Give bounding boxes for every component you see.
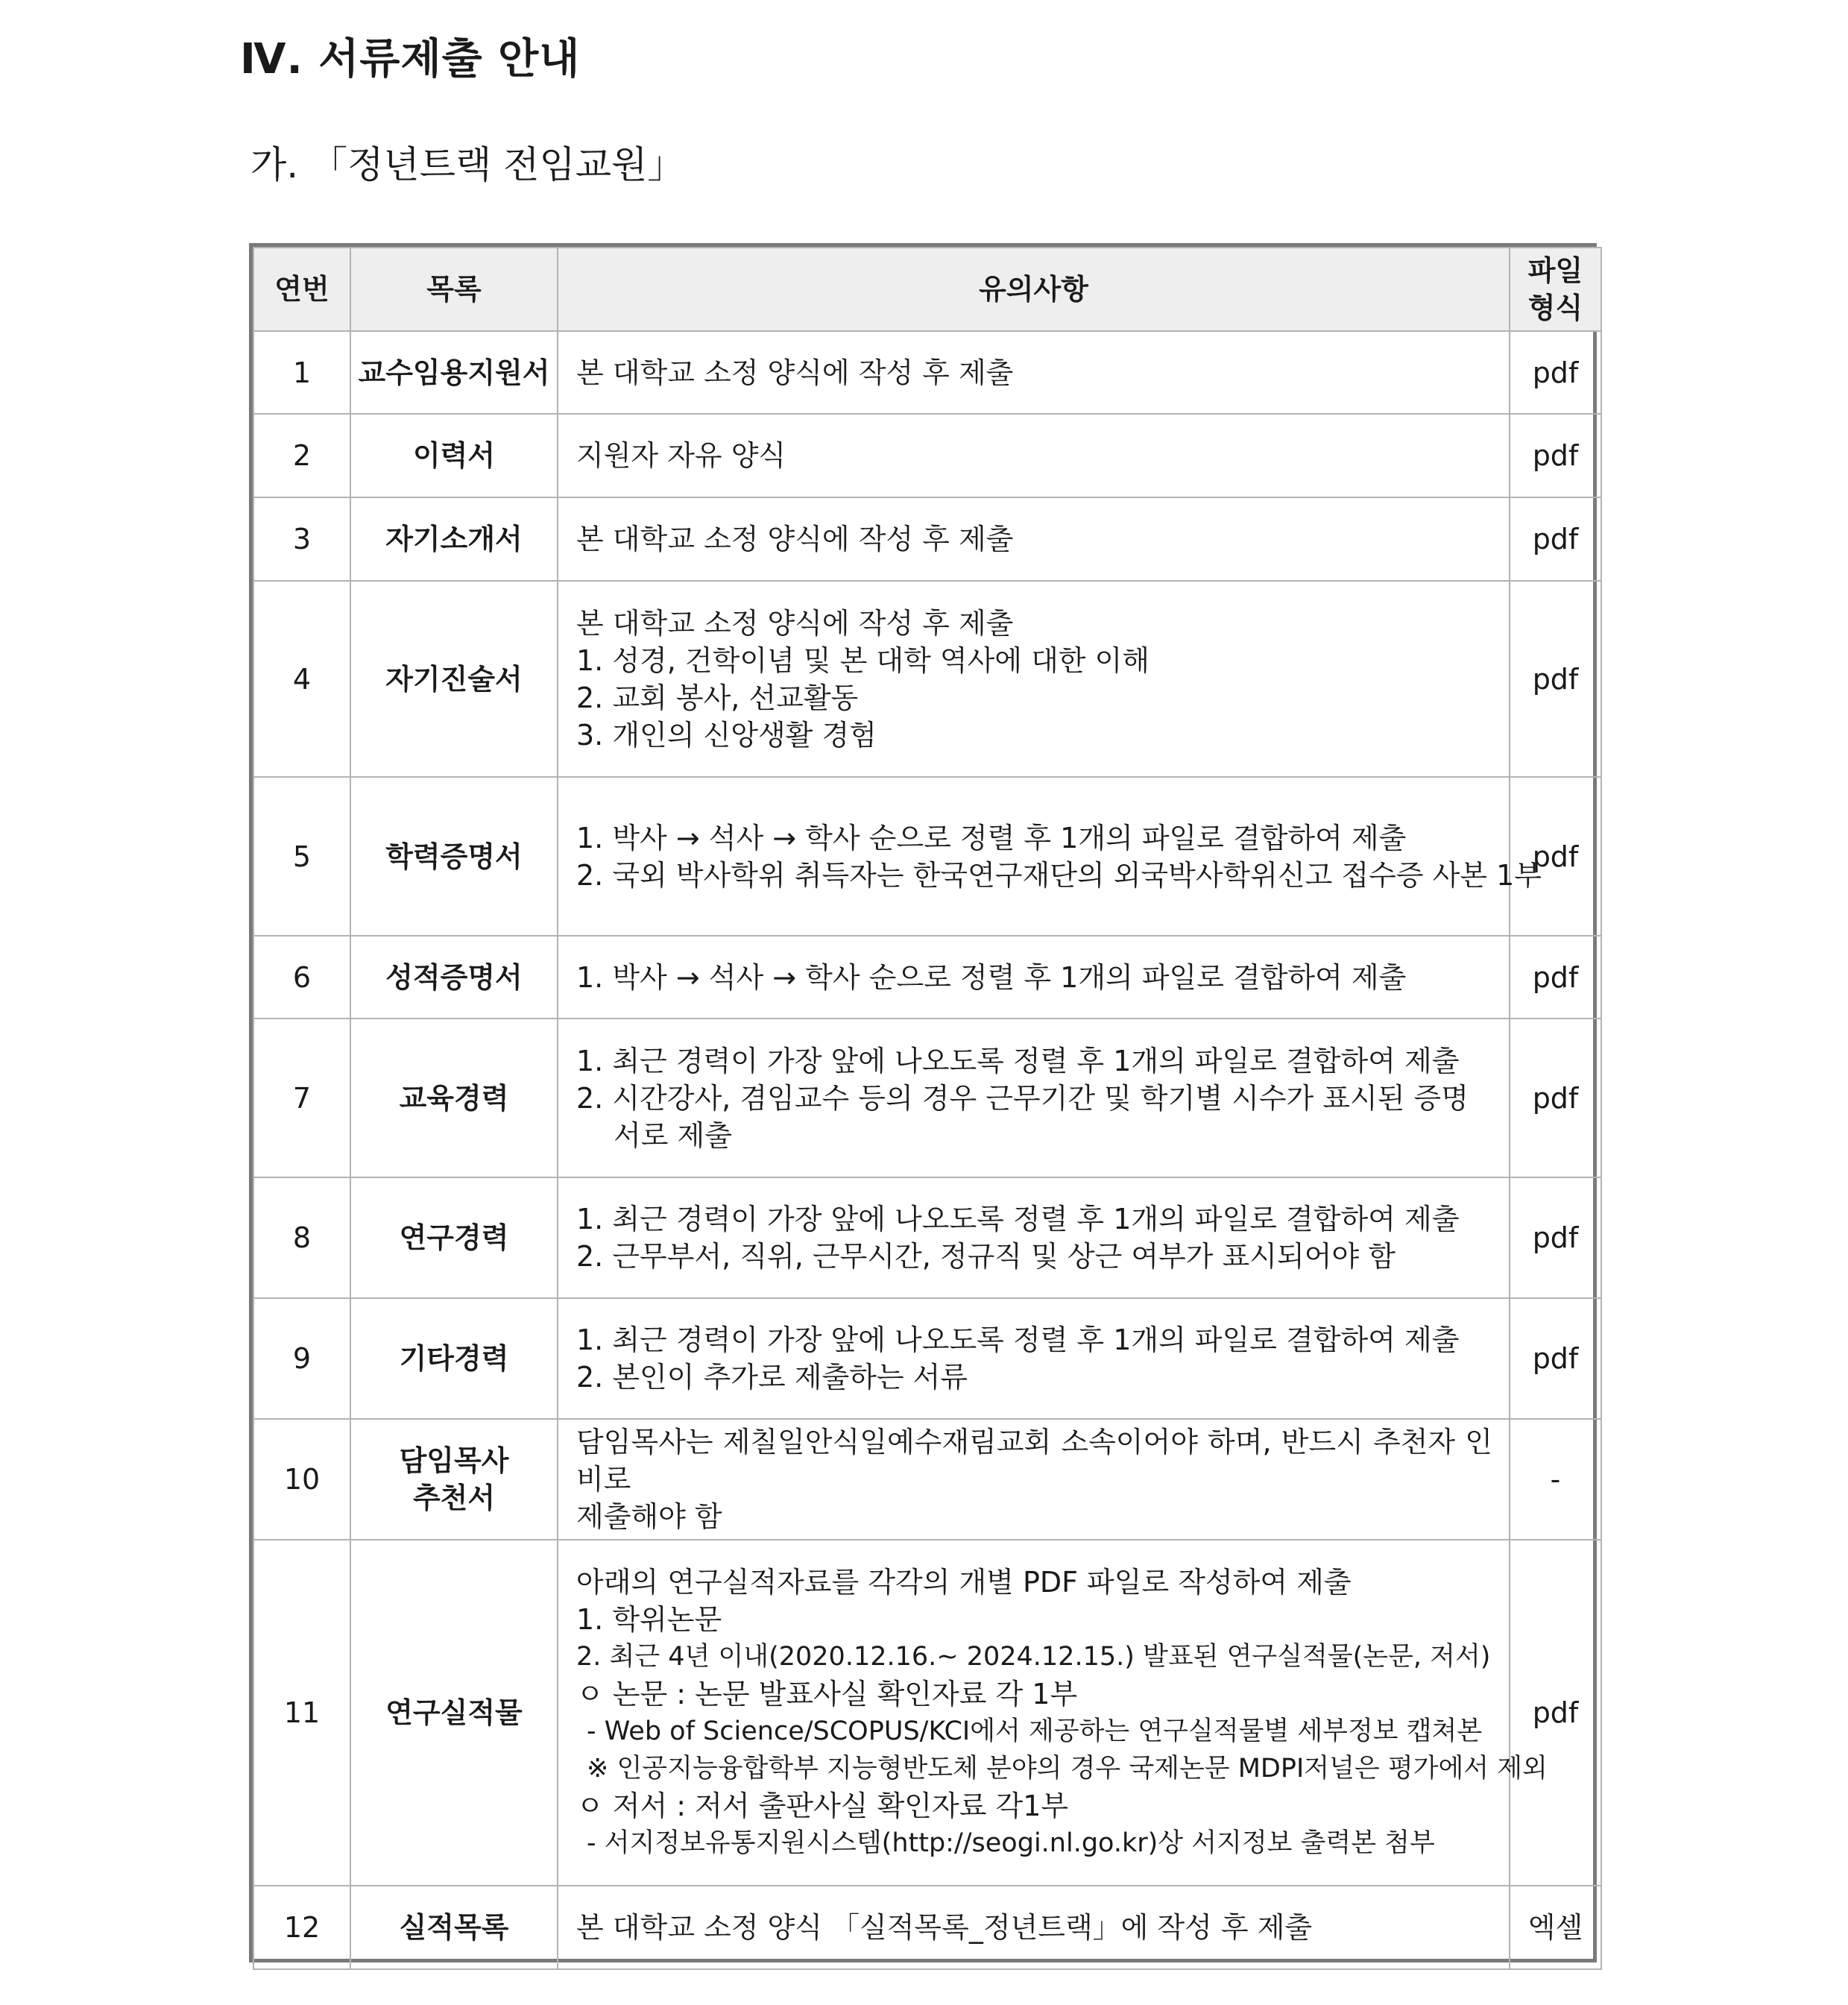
row-format: pdf bbox=[1510, 497, 1601, 581]
note-line: 1. 박사 → 석사 → 학사 순으로 정렬 후 1개의 파일로 결합하여 제출 bbox=[576, 960, 1407, 994]
table-row bbox=[253, 497, 1601, 581]
document-table bbox=[249, 243, 1597, 1962]
row-note bbox=[558, 936, 1510, 1019]
note-line: - Web of Science/SCOPUS/KCI에서 제공하는 연구실적물별 세부정보 캡쳐본 bbox=[587, 1716, 1483, 1746]
row-no: 2 bbox=[253, 414, 350, 497]
row-note bbox=[558, 1886, 1510, 1969]
table-row bbox=[253, 936, 1601, 1019]
table-row bbox=[253, 1177, 1601, 1298]
header-no: 연번 bbox=[253, 248, 350, 331]
row-item-line: 추천서 bbox=[412, 1482, 496, 1514]
row-no: 8 bbox=[253, 1177, 350, 1298]
table-row bbox=[253, 581, 1601, 777]
row-format: pdf bbox=[1510, 581, 1601, 777]
header-format-line1: 파일 bbox=[1527, 254, 1583, 287]
row-item: 교육경력 bbox=[350, 1019, 558, 1177]
note-line: 1. 최근 경력이 가장 앞에 나오도록 정렬 후 1개의 파일로 결합하여 제출 bbox=[576, 1044, 1460, 1077]
row-item: 자기소개서 bbox=[350, 497, 558, 581]
note-line: 1. 최근 경력이 가장 앞에 나오도록 정렬 후 1개의 파일로 결합하여 제출 bbox=[576, 1323, 1460, 1356]
row-note bbox=[558, 497, 1510, 581]
note-line: 지원자 자유 양식 bbox=[576, 439, 786, 472]
sub-title: 가. 「정년트랙 전임교원」 bbox=[250, 143, 685, 186]
table-row bbox=[253, 1419, 1601, 1540]
note-line: 2. 시간강사, 겸임교수 등의 경우 근무기간 및 학기별 시수가 표시된 증명서로 제출 bbox=[576, 1081, 1469, 1152]
note-line: ㅇ 저서 : 저서 출판사실 확인자료 각1부 bbox=[576, 1790, 1069, 1822]
row-item: 성적증명서 bbox=[350, 936, 558, 1019]
row-item: 연구실적물 bbox=[350, 1540, 558, 1886]
note-line: 담임목사는 제칠일안식일예수재림교회 소속이어야 하며, 반드시 추천자 인비로 bbox=[576, 1426, 1492, 1496]
table-row bbox=[253, 331, 1601, 414]
row-note bbox=[558, 1298, 1510, 1419]
row-no: 5 bbox=[253, 777, 350, 936]
row-format: pdf bbox=[1510, 936, 1601, 1019]
note-line: - 서지정보유통지원시스템(http://seogi.nl.go.kr)상 서지정보 출력본 첨부 bbox=[587, 1828, 1435, 1858]
note-line: 1. 최근 경력이 가장 앞에 나오도록 정렬 후 1개의 파일로 결합하여 제출 bbox=[576, 1203, 1460, 1236]
note-line: 본 대학교 소정 양식에 작성 후 제출 bbox=[576, 523, 1014, 555]
note-line: 2. 근무부서, 직위, 근무시간, 정규직 및 상근 여부가 표시되어야 함 bbox=[576, 1240, 1396, 1273]
note-line: 3. 개인의 신앙생활 경험 bbox=[576, 718, 877, 752]
note-line: 2. 최근 4년 이내(2020.12.16.~ 2024.12.15.) 발표된 연구실적물(논문, 저서) bbox=[576, 1642, 1491, 1672]
note-line: 제출해야 함 bbox=[576, 1500, 722, 1533]
row-no: 11 bbox=[253, 1540, 350, 1886]
row-no: 9 bbox=[253, 1298, 350, 1419]
header-format bbox=[1510, 248, 1601, 331]
row-format: pdf bbox=[1510, 414, 1601, 497]
row-no: 7 bbox=[253, 1019, 350, 1177]
header-item: 목록 bbox=[350, 248, 558, 331]
row-note bbox=[558, 331, 1510, 414]
row-no: 1 bbox=[253, 331, 350, 414]
table-row bbox=[253, 1540, 1601, 1886]
table-row bbox=[253, 1019, 1601, 1177]
header-format-line2: 형식 bbox=[1527, 292, 1583, 324]
note-line: ※ 인공지능융합학부 지능형반도체 분야의 경우 국제논문 MDPI저널은 평가에서 제외 bbox=[587, 1754, 1548, 1784]
table-row bbox=[253, 1886, 1601, 1969]
row-no: 6 bbox=[253, 936, 350, 1019]
row-item: 이력서 bbox=[350, 414, 558, 497]
row-note bbox=[558, 1419, 1510, 1540]
row-format: pdf bbox=[1510, 1298, 1601, 1419]
note-line: 본 대학교 소정 양식에 작성 후 제출 bbox=[576, 356, 1014, 389]
section-title: Ⅳ. 서류제출 안내 bbox=[240, 35, 581, 84]
row-format: pdf bbox=[1510, 1019, 1601, 1177]
row-format: 엑셀 bbox=[1510, 1886, 1601, 1969]
table-row bbox=[253, 1298, 1601, 1419]
row-no: 4 bbox=[253, 581, 350, 777]
note-line: 1. 성경, 건학이념 및 본 대학 역사에 대한 이해 bbox=[576, 643, 1150, 677]
note-line: 2. 교회 봉사, 선교활동 bbox=[576, 681, 859, 714]
row-item: 연구경력 bbox=[350, 1177, 558, 1298]
row-item-line: 담임목사 bbox=[399, 1444, 509, 1477]
row-no: 3 bbox=[253, 497, 350, 581]
row-item bbox=[350, 1419, 558, 1540]
table-row bbox=[253, 414, 1601, 497]
note-line: 2. 본인이 추가로 제출하는 서류 bbox=[576, 1361, 968, 1394]
note-line: 본 대학교 소정 양식 「실적목록_정년트랙」에 작성 후 제출 bbox=[576, 1911, 1313, 1944]
row-format: pdf bbox=[1510, 1177, 1601, 1298]
table-header-row bbox=[253, 248, 1601, 331]
row-note bbox=[558, 581, 1510, 777]
row-format: - bbox=[1510, 1419, 1601, 1540]
row-item: 교수임용지원서 bbox=[350, 331, 558, 414]
row-note bbox=[558, 414, 1510, 497]
row-format: pdf bbox=[1510, 331, 1601, 414]
table-row bbox=[253, 777, 1601, 936]
row-note bbox=[558, 1540, 1548, 1886]
note-line: 아래의 연구실적자료를 각각의 개별 PDF 파일로 작성하여 제출 bbox=[576, 1566, 1352, 1599]
row-note bbox=[558, 777, 1542, 936]
note-line: 2. 국외 박사학위 취득자는 한국연구재단의 외국박사학위신고 접수증 사본 1부 bbox=[576, 858, 1542, 892]
note-line: 본 대학교 소정 양식에 작성 후 제출 bbox=[576, 606, 1014, 640]
row-item: 학력증명서 bbox=[350, 777, 558, 936]
note-line: 1. 박사 → 석사 → 학사 순으로 정렬 후 1개의 파일로 결합하여 제출 bbox=[576, 821, 1407, 854]
row-item: 실적목록 bbox=[350, 1886, 558, 1969]
note-line: 1. 학위논문 bbox=[576, 1603, 722, 1636]
row-item: 자기진술서 bbox=[350, 581, 558, 777]
note-line: ㅇ 논문 : 논문 발표사실 확인자료 각 1부 bbox=[576, 1678, 1078, 1710]
row-no: 10 bbox=[253, 1419, 350, 1540]
row-format: pdf bbox=[1510, 1540, 1601, 1886]
row-note bbox=[558, 1177, 1510, 1298]
header-note: 유의사항 bbox=[558, 248, 1510, 331]
row-format: pdf bbox=[1510, 777, 1601, 936]
row-item: 기타경력 bbox=[350, 1298, 558, 1419]
row-note bbox=[558, 1019, 1510, 1177]
row-no: 12 bbox=[253, 1886, 350, 1969]
